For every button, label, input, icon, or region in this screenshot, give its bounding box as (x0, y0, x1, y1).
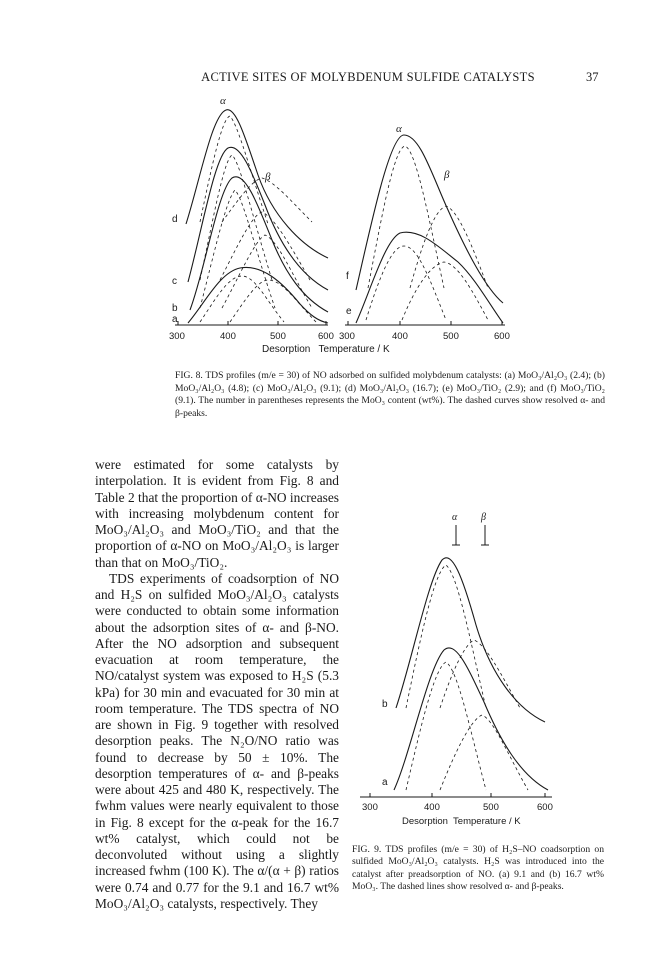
fig9-caption: FIG. 9. TDS profiles (m/e = 30) of H₂S–NO coadsorption on sulfided MoO₃/Al₂O₃ catalysts. H₂S was introduced into the catalyst after preadsorption of NO. (a) 9.1 and (b) 16.7 wt% MoO₃. The dashed lines show resolved α- and β-peaks. (352, 844, 604, 893)
fig8-peak-label: β (265, 171, 271, 183)
fig8-tick-label: 400 (220, 331, 236, 342)
fig9-peak-label: α (452, 512, 458, 523)
fig9-x-axis-label: Desorption Temperature / K (402, 816, 521, 827)
fig9-tick-label: 600 (537, 802, 553, 813)
fig8-curve-label: e (346, 306, 352, 317)
fig8-tick-label: 600 (318, 331, 334, 342)
fig9-curve-label: a (382, 777, 388, 788)
fig8-tick-label: 500 (270, 331, 286, 342)
fig9-peak-label: β (481, 512, 486, 523)
fig9-tick-label: 500 (483, 802, 499, 813)
fig8-tick-label: 300 (169, 331, 185, 342)
fig8-curve-label: c (172, 276, 177, 287)
fig9-curve-b-alpha (406, 565, 486, 708)
fig9-curve-a (394, 648, 548, 790)
paragraph-2: TDS experiments of coadsorption of NO and H₂S on sulfided MoO₃/Al₂O₃ catalysts were conducted to obtain some information about the adsorption sites of α- and β-NO. After the NO adsorption and subsequent evacuation at room temperature, the NO/catalyst system was exposed to H₂S (5.3 kPa) for 30 min and evacuated for 30 min at room temperature. The TDS spectra of NO are shown in Fig. 9 together with resolved desorption peaks. The N₂O/NO ratio was found to decrease by 50 ± 10%. The desorption temperatures of α- and β-peaks were about 425 and 480 K, respectively. The fwhm values were nearly equivalent to those in Fig. 8 except for the α-peak for the 16.7 wt% catalyst, which could not be deconvoluted without using a slightly increased fwhm (100 K). The α/(α + β) ratios were 0.74 and 0.77 for the 9.1 and 16.7 wt% MoO₃/Al₂O₃ catalysts, respectively. They (95, 570, 339, 911)
paragraph-1: were estimated for some catalysts by interpolation. It is evident from Fig. 8 and Table 2 that the proportion of α-NO increases with increasing molybdenum content for MoO₃/Al₂O₃ and MoO₃/TiO₂ and that the proportion of α-NO on MoO₃/Al₂O₃ is larger than that on MoO₃/TiO₂. (95, 457, 339, 570)
fig8-x-axis-label: Desorption Temperature / K (262, 344, 390, 355)
fig8-tick-label: 400 (392, 331, 408, 342)
fig8-tick-label: 300 (339, 331, 355, 342)
fig8-curve-label: a (172, 314, 178, 325)
fig8-tick-label: 600 (494, 331, 510, 342)
fig8-peak-label: α (396, 123, 402, 135)
fig8-tick-label: 500 (443, 331, 459, 342)
fig9-tick-label: 400 (424, 802, 440, 813)
fig8-curve-label: b (172, 303, 178, 314)
fig8-caption: FIG. 8. TDS profiles (m/e = 30) of NO adsorbed on sulfided molybdenum catalysts: (a) MoO₃/Al₂O₃ (2.4); (b) MoO₃/Al₂O₃ (4.8); (c) MoO₃/Al₂O₃ (9.1); (d) MoO₃/Al₂O₃ (16.7); (e) MoO₃/TiO₂ (2.9); and (f) MoO₃/TiO₂ (9.1). The number in parentheses represents the MoO₃ content (wt%). The dashed curves show resolved α- and β-peaks. (175, 370, 605, 419)
fig9-curve-label: b (382, 699, 388, 710)
fig9-curve-a-beta (440, 715, 528, 790)
fig9-curve-b-beta (440, 640, 520, 708)
fig8-curve-label: f (346, 271, 349, 282)
page-number: 37 (586, 70, 599, 84)
fig8-peak-label: β (444, 169, 450, 181)
fig8-peak-label: α (220, 95, 226, 107)
fig8-curve-label: d (172, 214, 178, 225)
running-head: ACTIVE SITES OF MOLYBDENUM SULFIDE CATALYSTS (201, 70, 535, 84)
fig9-tick-label: 300 (362, 802, 378, 813)
